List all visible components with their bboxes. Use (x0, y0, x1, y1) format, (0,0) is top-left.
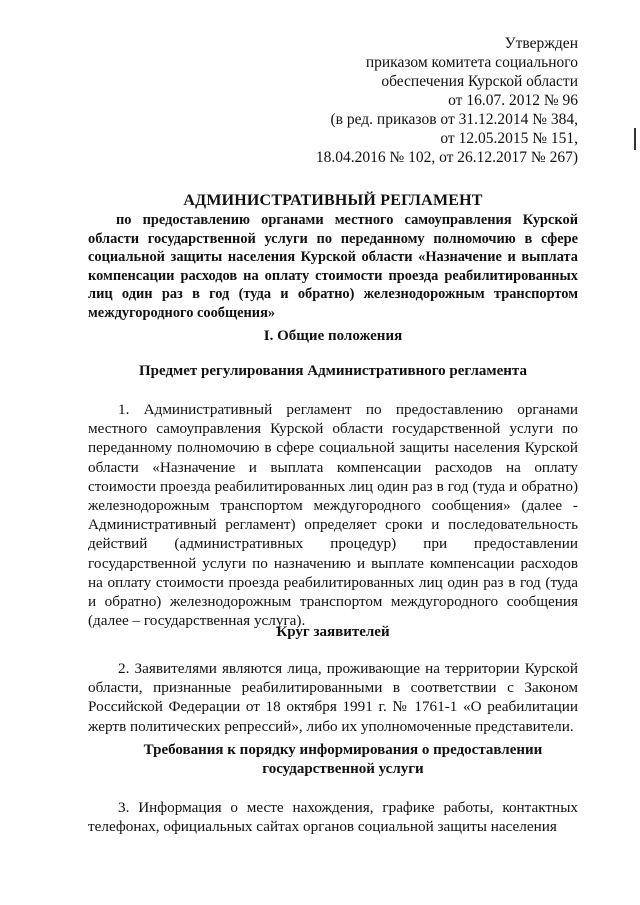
approval-line: от 12.05.2015 № 151, (440, 130, 578, 147)
subsection-heading-applicants: Круг заявителей (276, 624, 390, 640)
section-heading: I. Общие положения (263, 328, 403, 344)
edge-mark (634, 128, 636, 150)
subtitle-text: по предоставлению органами местного самоуправления Курской области государственной услуги по переданному полномочию в сфере социальной защиты населения Курской области «Назначение и выплата компенсации расходов на оплату стоимости проезда реабилитированных лиц один раз в год (туда и обратно) железнодорожным транспортом междугородного сообщения» (88, 212, 578, 321)
document-title: АДМИНИСТРАТИВНЫЙ РЕГЛАМЕНТ (183, 192, 483, 209)
approval-line: приказом комитета социального (365, 54, 578, 71)
approval-line: от 16.07. 2012 № 96 (448, 92, 578, 109)
document-subtitle (88, 211, 578, 322)
approval-line: 18.04.2016 № 102, от 26.12.2017 № 267) (315, 149, 578, 166)
subsection-heading-subject: Предмет регулирования Административного регламента (139, 363, 527, 379)
approval-stamp (316, 34, 578, 167)
paragraph-3: 3. Информация о месте нахождения, графике работы, контактных телефонах, официальных сайтах органов социальной защиты населения (88, 799, 578, 836)
subsection-heading-requirements: Требования к порядку информирования о предоставлении государственной услуги (143, 742, 543, 777)
approval-line: Утвержден (504, 35, 578, 52)
approval-line: обеспечения Курской области (381, 73, 578, 90)
paragraph-2: 2. Заявителями являются лица, проживающие на территории Курской области, признанные реабилитированными в соответствии с Законом Российской Федерации от 18 октября 1991 г. № 1761-1 «О реабилитации жертв политических репрессий», либо их уполномоченные представители. (88, 660, 578, 735)
paragraph-1: 1. Административный регламент по предоставлению органами местного самоуправления Курской области государственной услуги по переданному полномочию в сфере социальной защиты населения Курской области «Назначение и выплата компенсации расходов на оплату стоимости проезда реабилитированных лиц один раз в год (туда и обратно) железнодорожным транспортом междугородного сообщения» (далее - Административный регламент) определяет сроки и последовательность действий (административных процедур) при предоставлении государственной услуги по назначению и выплате компенсации расходов на оплату стоимости проезда реабилитированных лиц один раз в год (туда и обратно) железнодорожным транспортом междугородного сообщения (далее – государственная услуга). (88, 401, 578, 630)
approval-line: (в ред. приказов от 31.12.2014 № 384, (330, 111, 578, 128)
